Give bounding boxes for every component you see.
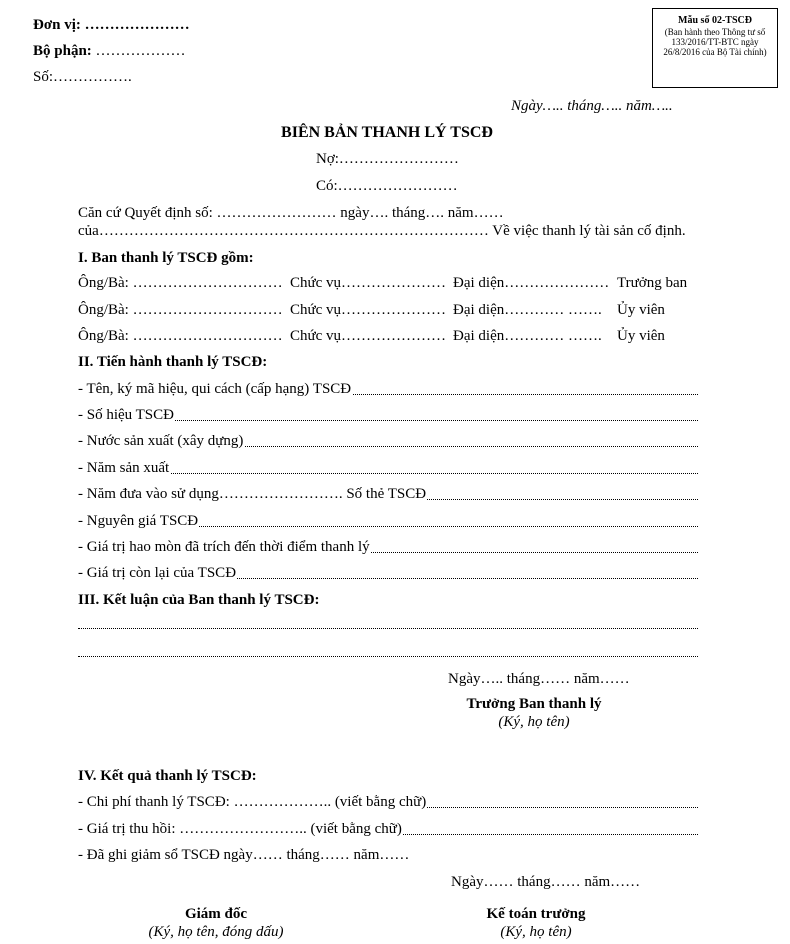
chief-accountant-sign-note: (Ký, họ tên) xyxy=(500,924,572,940)
member-name: Ông/Bà: ………………………… xyxy=(78,302,283,318)
header-date: Ngày….. tháng….. năm….. xyxy=(511,98,673,114)
member-position: Chức vụ………………… xyxy=(290,275,447,291)
member-name: Ông/Bà: ………………………… xyxy=(78,275,283,291)
conclusion-date: Ngày….. tháng…… năm…… xyxy=(448,671,630,687)
conclusion-line xyxy=(78,656,698,657)
asset-field-label: - Giá trị hao mòn đã trích đến thời điểm thanh lý xyxy=(78,539,370,555)
asset-field-row xyxy=(78,459,698,477)
section-1-heading: I. Ban thanh lý TSCĐ gồm: xyxy=(78,250,254,266)
form-number: Mẫu số 02-TSCĐ xyxy=(678,15,752,26)
result-field-row xyxy=(78,820,698,838)
section-2-heading: II. Tiến hành thanh lý TSCĐ: xyxy=(78,354,268,370)
member-role: Ủy viên xyxy=(617,328,665,344)
asset-field-label: - Tên, ký mã hiệu, qui cách (cấp hạng) TSCĐ xyxy=(78,381,352,397)
ledger-reduction-date: - Đã ghi giảm sổ TSCĐ ngày…… tháng…… năm…… xyxy=(78,847,410,863)
asset-field-row xyxy=(78,485,698,503)
section-3-heading: III. Kết luận của Ban thanh lý TSCĐ: xyxy=(78,592,320,608)
form-description: (Ban hành theo Thông tư số 133/2016/TT-BTC ngày 26/8/2016 của Bộ Tài chính) xyxy=(663,27,767,57)
member-representative: Đại diện………………… xyxy=(453,275,610,291)
asset-field-row xyxy=(78,564,698,582)
director-sign-note: (Ký, họ tên, đóng dấu) xyxy=(148,924,284,940)
asset-field-label: - Năm sản xuất xyxy=(78,460,170,476)
asset-field-label: - Nước sản xuất (xây dựng) xyxy=(78,433,244,449)
member-role: Ủy viên xyxy=(617,302,665,318)
asset-field-label: - Số hiệu TSCĐ xyxy=(78,407,174,423)
member-position: Chức vụ………………… xyxy=(290,328,447,344)
basis-line-1: Căn cứ Quyết định số: …………………… ngày…. tháng…. năm…… xyxy=(78,205,504,221)
board-head-title: Trưởng Ban thanh lý xyxy=(466,696,602,712)
department-line xyxy=(33,42,186,60)
member-role: Trưởng ban xyxy=(617,275,688,291)
chief-accountant-title: Kế toán trưởng xyxy=(486,906,586,922)
document-number: Số:……………. xyxy=(33,69,132,85)
member-representative: Đại diện………… ……. xyxy=(453,302,602,318)
member-position: Chức vụ………………… xyxy=(290,302,447,318)
asset-field-row xyxy=(78,380,698,398)
result-date: Ngày…… tháng…… năm…… xyxy=(451,874,641,890)
page-title: BIÊN BẢN THANH LÝ TSCĐ xyxy=(281,124,493,141)
asset-field-row xyxy=(78,432,698,450)
department-label: Bộ phận: xyxy=(33,43,92,59)
result-field-label: - Chi phí thanh lý TSCĐ: ……………….. (viết bằng chữ) xyxy=(78,794,427,810)
board-head-sign-note: (Ký, họ tên) xyxy=(498,714,570,730)
asset-field-row xyxy=(78,538,698,556)
unit-label: Đơn vị: ………………… xyxy=(33,17,190,33)
result-field-label: - Giá trị thu hồi: …………………….. (viết bằng chữ) xyxy=(78,821,402,837)
member-name: Ông/Bà: ………………………… xyxy=(78,328,283,344)
result-field-row xyxy=(78,793,698,811)
asset-field-row xyxy=(78,512,698,530)
conclusion-line xyxy=(78,628,698,629)
asset-field-label: - Nguyên giá TSCĐ xyxy=(78,513,199,529)
asset-field-row xyxy=(78,406,698,424)
debit-account: Nợ:…………………… xyxy=(316,151,459,167)
form-number-box xyxy=(652,8,778,88)
section-4-heading: IV. Kết quả thanh lý TSCĐ: xyxy=(78,768,257,784)
department-dots: ……………… xyxy=(91,43,186,59)
asset-field-label: - Giá trị còn lại của TSCĐ xyxy=(78,565,237,581)
credit-account: Có:…………………… xyxy=(316,178,458,194)
member-representative: Đại diện………… ……. xyxy=(453,328,602,344)
director-title: Giám đốc xyxy=(184,906,248,922)
basis-line-2: của…………………………………………………………………… Về việc thanh lý tài sản cố định. xyxy=(78,223,686,239)
asset-field-label: - Năm đưa vào sử dụng……………………. Số thẻ TSCĐ xyxy=(78,486,427,502)
